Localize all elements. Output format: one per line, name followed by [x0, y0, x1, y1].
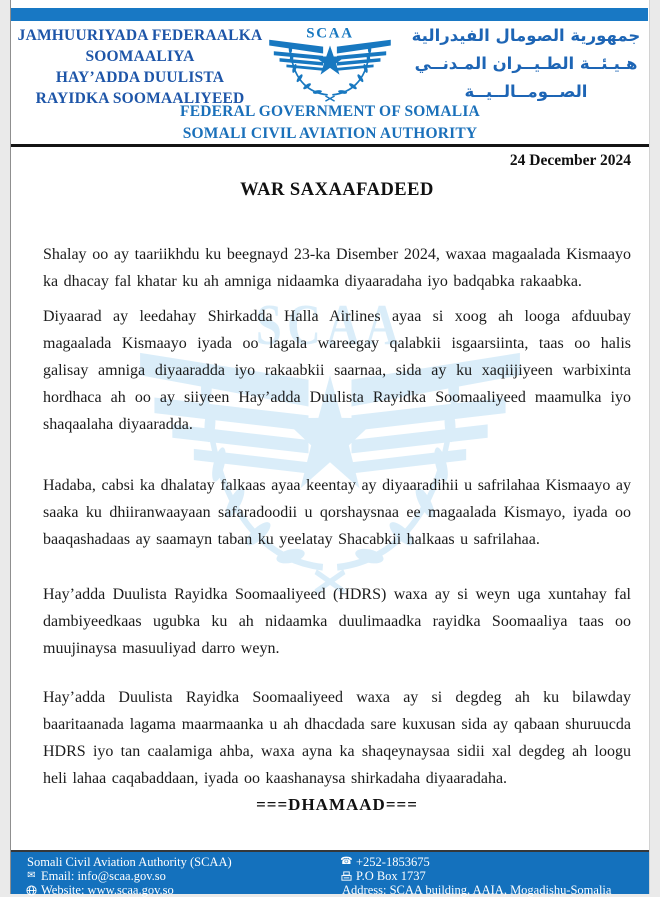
end-marker: ===DHAMAAD===: [256, 795, 418, 814]
footer-pobox-text: P.O Box 1737: [356, 869, 426, 883]
footer-email-text: Email: info@scaa.gov.so: [41, 869, 166, 883]
footer-pobox: [340, 869, 649, 883]
date: 24 December 2024: [509, 152, 631, 169]
press-release-title: WAR SAXAAFADEED: [240, 180, 434, 200]
paragraph: Diyaarad ay leedahay Shirkadda Halla Airlines ayaa si xoog ah looga afduubay magaalada Kismaayo iyada oo lagala wareegay qalabkii isgaarsiinta, taas oo halis galisay amniga diyaaradda iyo rakaabkii saarnaa, sida ay ku xaqiijiyeen warbixinta hordhaca ah oo ay siiyeen Hay’adda Duulista Rayidka Soomaaliyeed maamulka iyo shaqaalaha diyaaradda.: [43, 308, 631, 433]
footer-email: [25, 869, 330, 883]
org-line: JAMHUURIYADA FEDERAALKA: [17, 27, 263, 44]
footer-address: [340, 883, 649, 897]
letter-body: [43, 0, 631, 815]
footer-phone: [340, 855, 649, 869]
footer-website-text: Website: www.scaa.gov.so: [41, 883, 174, 897]
phone-icon: ☎: [340, 856, 353, 867]
org-line: SOOMAALIYA: [85, 48, 195, 65]
fax-icon: [340, 871, 353, 882]
email-icon: ✉: [27, 870, 36, 881]
arabic-line: الصــومــالــيــة: [464, 82, 588, 101]
footer-phone-text: +252-1853675: [356, 855, 430, 869]
paragraph: Shalay oo ay taariikhdu ku beegnayd 23-ka Disember 2024, waxaa magaalada Kismaayo ka dhacay fal khatar ku ah amniga nidaamka diyaaradaha iyo badqabka rakaabka.: [43, 246, 631, 290]
footer-website: [25, 883, 330, 897]
gov-line: SOMALI CIVIL AVIATION AUTHORITY: [182, 124, 478, 142]
gov-line: FEDERAL GOVERNMENT OF SOMALIA: [180, 103, 480, 120]
org-line: HAY’ADDA DUULISTA: [55, 69, 225, 86]
paragraph: Hay’adda Duulista Rayidka Soomaaliyeed (HDRS) waxa ay si weyn uga xuntahay fal dambiyeedkaas ugubka ku ah nidaamka duulimaadka rayidka Soomaaliya taas oo muujinaysa masuuliyad darro weyn.: [43, 586, 631, 657]
arabic-line: هـيـئــة الطـيــران المـدنــي: [414, 54, 638, 73]
footer-bar: [11, 850, 649, 897]
org-line: RAYIDKA SOOMAALIYEED: [35, 90, 245, 107]
paragraph: Hay’adda Duulista Rayidka Soomaaliyeed waxa ay si degdeg ah ku bilawday baaritaanada lagama maarmaanka u ah dhacdada sare kuxusan sida ay qabaan shuruucda HDRS iyo tan caalamiga ahba, waxa ayna ka shaqeynaysaa sidii xal degdeg ah loogu heli lahaa caqabaddaan, iyada oo kaashanaysa shirkadaha diyaaradaha.: [43, 689, 631, 787]
footer-org: [25, 855, 330, 869]
footer-org-text: Somali Civil Aviation Authority (SCAA): [27, 855, 232, 869]
arabic-line: جمهورية الصومال الفيدرالية: [411, 26, 641, 45]
paragraph: Hadaba, cabsi ka dhalatay falkaas ayaa keentay ay diyaaradihii u safrilahaa Kismaayo ay saaka ku dhiiranwaayaan safaradoodii u qorshaysnaa ee magaalada Kismayo, iyada oo baaqashadaas ay saamayn taban ku yeelatay Shacabkii halkaas u safrilahaa.: [43, 477, 631, 548]
footer-right-column: [330, 855, 649, 897]
footer-left-column: [11, 855, 330, 897]
footer-address-text: Address: SCAA building, AAIA, Mogadishu-Somalia: [342, 883, 612, 897]
document-page: [10, 0, 650, 897]
